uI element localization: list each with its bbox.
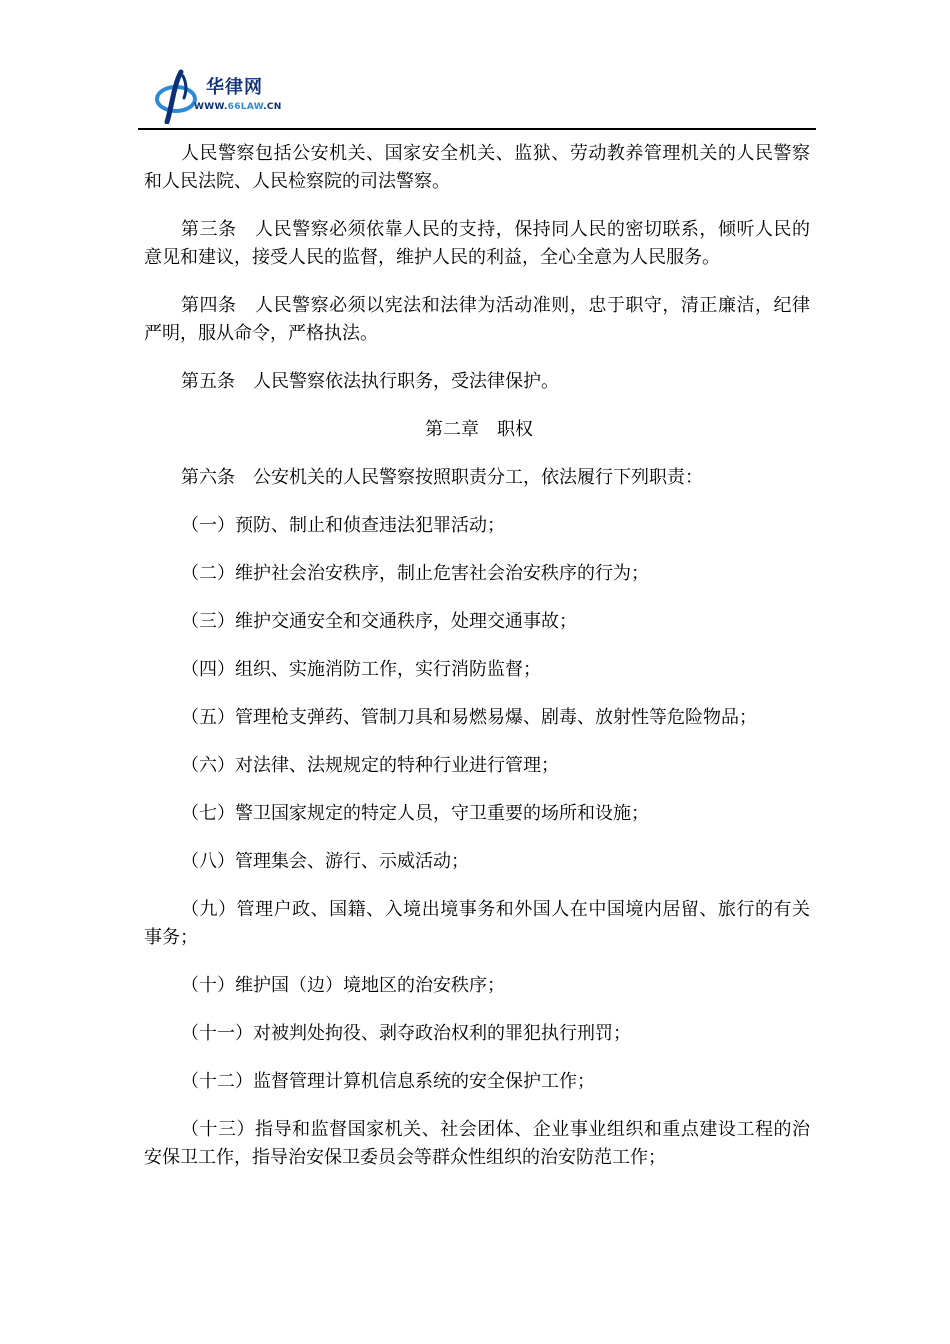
duty-item-2: （二）维护社会治安秩序，制止危害社会治安秩序的行为； [181,563,649,584]
logo-url-suffix: .CN [263,102,282,112]
duty-item-7: （七）警卫国家规定的特定人员，守卫重要的场所和设施； [181,803,649,824]
article-3 [144,216,810,272]
duty-item-10: （十）维护国（边）境地区的治安秩序； [181,975,505,996]
article-6-label: 第六条 [181,467,235,488]
article-4 [144,292,810,348]
duty-item-9: （九）管理户政、国籍、入境出境事务和外国人在中国境内居留、旅行的有关事务； [144,899,810,948]
page-header [138,60,816,130]
duty-item-11: （十一）对被判处拘役、剥夺政治权利的罪犯执行刑罚； [181,1023,631,1044]
duty-item-3: （三）维护交通安全和交通秩序，处理交通事故； [181,611,577,632]
site-logo [150,68,350,124]
logo-url-accent: 66LAW [227,102,264,112]
article-4-label: 第四条 [181,295,237,316]
article-6-text: 公安机关的人民警察按照职责分工，依法履行下列职责： [253,467,703,488]
logo-emblem-icon [150,68,214,124]
chapter-number: 第二章 [425,419,479,440]
logo-url [194,102,282,112]
article-3-label: 第三条 [181,219,237,240]
chapter-title: 职权 [497,419,533,440]
logo-name: 华律网 [206,77,263,98]
document-body [144,140,810,1172]
duty-item-8: （八）管理集会、游行、示威活动； [181,851,469,872]
logo-url-prefix: WWW. [194,102,228,112]
article-4-text: 人民警察必须以宪法和法律为活动准则，忠于职守，清正廉洁，纪律严明，服从命令，严格执法。 [144,295,810,344]
duty-item-12: （十二）监督管理计算机信息系统的安全保护工作； [181,1071,595,1092]
duty-item-6: （六）对法律、法规规定的特种行业进行管理； [181,755,559,776]
chapter-heading [144,416,810,444]
article-5-label: 第五条 [181,371,235,392]
paragraph-police-scope: 人民警察包括公安机关、国家安全机关、监狱、劳动教养管理机关的人民警察和人民法院、人民检察院的司法警察。 [144,143,810,192]
duty-item-1: （一）预防、制止和侦查违法犯罪活动； [181,515,505,536]
article-6 [144,464,810,492]
article-5-text: 人民警察依法执行职务，受法律保护。 [253,371,559,392]
duty-item-13: （十三）指导和监督国家机关、社会团体、企业事业组织和重点建设工程的治安保卫工作，指导治安保卫委员会等群众性组织的治安防范工作； [144,1119,810,1168]
article-5 [144,368,810,396]
article-3-text: 人民警察必须依靠人民的支持，保持同人民的密切联系，倾听人民的意见和建议，接受人民的监督，维护人民的利益，全心全意为人民服务。 [144,219,810,268]
duty-item-5: （五）管理枪支弹药、管制刀具和易燃易爆、剧毒、放射性等危险物品； [181,707,757,728]
duty-item-4: （四）组织、实施消防工作，实行消防监督； [181,659,541,680]
header-divider [138,128,816,130]
